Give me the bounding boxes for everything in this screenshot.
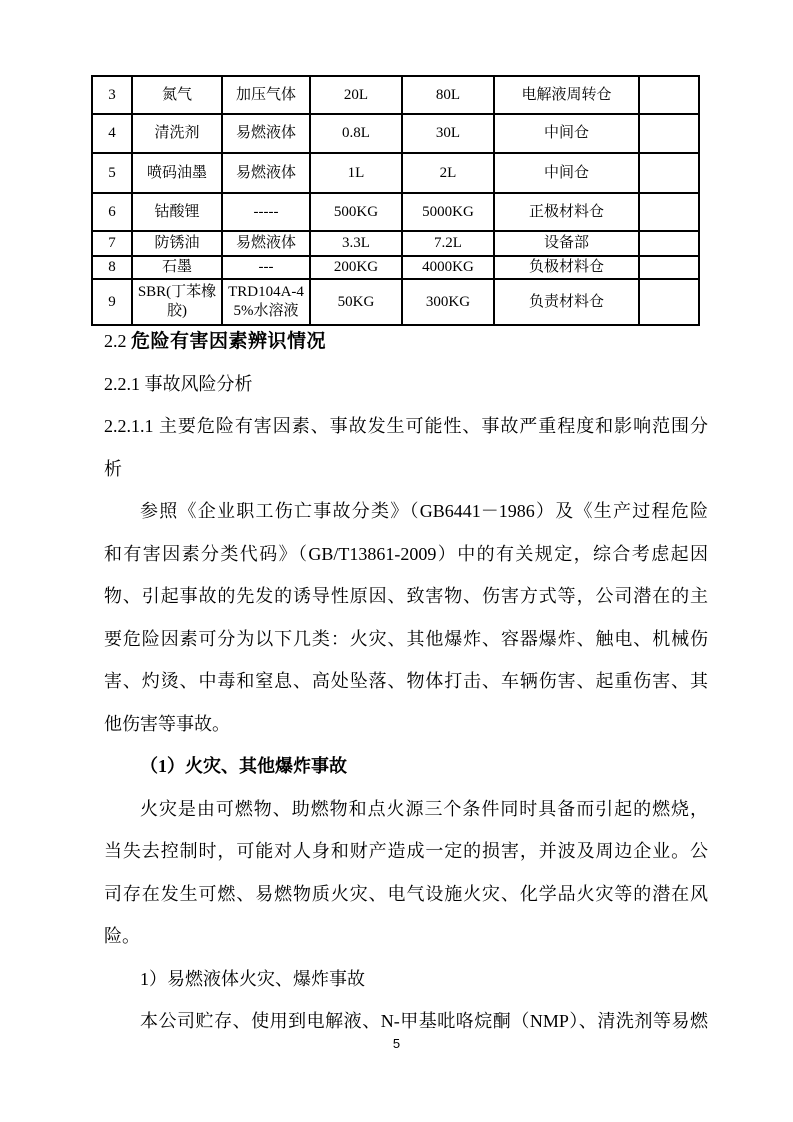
text-line [104,320,708,363]
line-text: 司存在发生可燃、易燃物质火灾、电气设施火灾、化学品火灾等的潜在风 [104,883,708,904]
body-text [104,320,708,1043]
cell-substance-name: 喷码油墨 [132,153,222,193]
cell-quantity-max: 2L [402,153,494,193]
table-row [92,76,699,114]
cell-substance-category: TRD104A-45%水溶液 [222,279,310,325]
cell-substance-category: 易燃液体 [222,153,310,193]
text-line [104,873,708,916]
line-text: 他伤害等事故。 [104,713,230,734]
table-row [92,193,699,231]
cell-substance-name: 石墨 [132,256,222,279]
line-text: 析 [104,458,122,479]
line-text: 害、灼烫、中毒和窒息、高处坠落、物体打击、车辆伤害、起重伤害、其 [104,671,708,691]
line-text: 险。 [104,926,140,946]
cell-quantity-onsite: 3.3L [310,231,402,256]
table-row [92,279,699,325]
cell-storage-location: 正极材料仓 [494,193,639,231]
cell-row-number: 7 [92,231,132,256]
cell-substance-category: 易燃液体 [222,231,310,256]
text-line [104,745,708,788]
text-line [104,915,708,958]
text-line [104,830,708,873]
table-row [92,153,699,193]
line-text: 1）易燃液体火灾、爆炸事故 [140,968,365,989]
cell-quantity-max: 80L [402,76,494,114]
cell-note [639,279,699,325]
table-body [92,76,699,325]
text-line [104,448,708,491]
cell-quantity-max: 7.2L [402,231,494,256]
cell-quantity-onsite: 50KG [310,279,402,325]
cell-storage-location: 设备部 [494,231,639,256]
line-text: 物、引起事故的先发的诱导性原因、致害物、伤害方式等，公司潜在的主 [104,586,708,606]
cell-row-number: 4 [92,114,132,153]
text-line [104,660,708,703]
cell-row-number: 3 [92,76,132,114]
text-line [104,575,708,618]
cell-note [639,256,699,279]
cell-substance-category: --- [222,256,310,279]
cell-row-number: 9 [92,279,132,325]
cell-storage-location: 中间仓 [494,114,639,153]
cell-substance-name: 钴酸锂 [132,193,222,231]
cell-note [639,114,699,153]
cell-quantity-max: 5000KG [402,193,494,231]
cell-storage-location: 电解液周转仓 [494,76,639,114]
cell-quantity-onsite: 1L [310,153,402,193]
cell-quantity-max: 300KG [402,279,494,325]
text-line [104,490,708,533]
cell-substance-name: 清洗剂 [132,114,222,153]
line-text: 和有害因素分类代码》（GB/T13861-2009）中的有关规定，综合考虑起因 [104,543,708,564]
text-line [104,703,708,746]
line-text: 本公司贮存、使用到电解液、N-甲基吡咯烷酮（NMP）、清洗剂等易燃 [140,1011,708,1031]
page-number: 5 [392,1036,401,1051]
cell-note [639,76,699,114]
cell-quantity-onsite: 0.8L [310,114,402,153]
cell-storage-location: 负极材料仓 [494,256,639,279]
cell-quantity-onsite: 200KG [310,256,402,279]
text-line [104,788,708,831]
line-text: 当失去控制时，可能对人身和财产造成一定的损害，并波及周边企业。公 [104,841,708,861]
cell-substance-category: 易燃液体 [222,114,310,153]
chemical-inventory-table [91,75,700,326]
line-text: 参照《企业职工伤亡事故分类》（GB6441－1986）及《生产过程危险 [140,501,708,521]
cell-row-number: 8 [92,256,132,279]
text-line [104,958,708,1001]
cell-substance-name: 氮气 [132,76,222,114]
line-text: 2.2.1.1 主要危险有害因素、事故发生可能性、事故严重程度和影响范围分 [104,416,708,436]
line-text: 2.2.1 事故风险分析 [104,373,253,394]
table-row [92,114,699,153]
cell-quantity-max: 30L [402,114,494,153]
table-row [92,256,699,279]
text-line [104,533,708,576]
line-text: 危险有害因素辨识情况 [131,331,327,352]
text-line [104,363,708,406]
cell-substance-name: SBR(丁苯橡胶) [132,279,222,325]
cell-storage-location: 负责材料仓 [494,279,639,325]
cell-substance-category: 加压气体 [222,76,310,114]
cell-quantity-onsite: 20L [310,76,402,114]
cell-row-number: 5 [92,153,132,193]
cell-storage-location: 中间仓 [494,153,639,193]
line-text: 火灾是由可燃物、助燃物和点火源三个条件同时具备而引起的燃烧， [140,798,708,819]
cell-note [639,231,699,256]
text-line [104,405,708,448]
cell-row-number: 6 [92,193,132,231]
cell-note [639,193,699,231]
cell-substance-name: 防锈油 [132,231,222,256]
cell-quantity-onsite: 500KG [310,193,402,231]
cell-substance-category: ----- [222,193,310,231]
cell-note [639,153,699,193]
table-row [92,231,699,256]
line-text: 要危险因素可分为以下几类：火灾、其他爆炸、容器爆炸、触电、机械伤 [104,628,708,649]
cell-quantity-max: 4000KG [402,256,494,279]
line-text: （1）火灾、其他爆炸事故 [140,756,347,776]
text-line [104,618,708,661]
heading-number: 2.2 [104,331,131,351]
